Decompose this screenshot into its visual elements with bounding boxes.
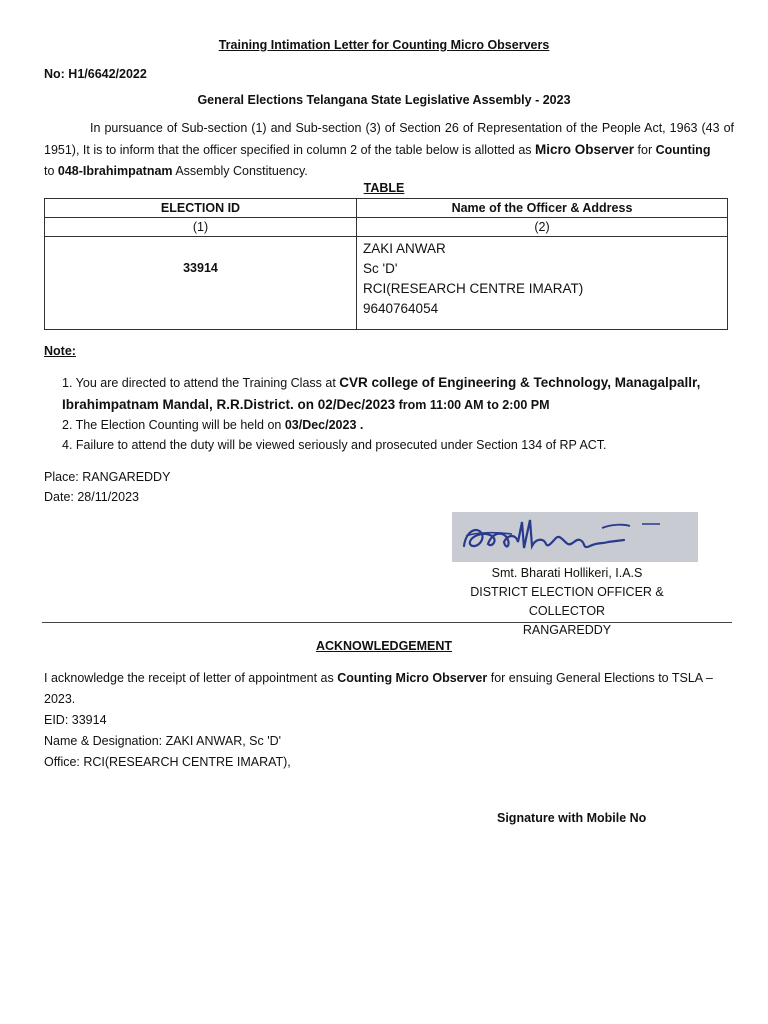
ack-eid: EID: 33914 (44, 713, 107, 727)
note-list (62, 372, 742, 456)
note-item-1: 1. You are directed to attend the Training Class at CVR college of Engineering & Technology, Managalpallr, Ibrahimpatnam Mandal, R.R.District. on 02/Dec/2023 from 11:00 AM to 2:00 PM (62, 375, 701, 412)
officer-designation: Sc 'D' (363, 261, 398, 276)
election-subtitle: General Elections Telangana State Legislative Assembly - 2023 (197, 93, 571, 107)
table-row (45, 237, 728, 330)
election-id-cell: 33914 (45, 237, 357, 330)
col-number-2: (2) (357, 218, 728, 237)
date-text: Date: 28/11/2023 (44, 490, 139, 504)
col-number-1: (1) (45, 218, 357, 237)
note-label: Note: (44, 344, 76, 358)
officer-phone: 9640764054 (363, 301, 439, 316)
note-item-4: 4. Failure to attend the duty will be viewed seriously and prosecuted under Section 134 of RP ACT. (62, 438, 607, 452)
table-header-row (45, 199, 728, 218)
signatory-name: Smt. Bharati Hollikeri, I.A.S (491, 566, 643, 580)
ack-office: Office: RCI(RESEARCH CENTRE IMARAT), (44, 755, 291, 769)
signatory-district: RANGAREDDY (522, 623, 612, 637)
table-label: TABLE (363, 181, 405, 195)
header-officer: Name of the Officer & Address (357, 199, 728, 218)
role-text: Micro Observer (535, 142, 635, 157)
place-date (44, 467, 170, 507)
signatory-designation: DISTRICT ELECTION OFFICER & COLLECTOR (470, 585, 664, 618)
column-number-row (45, 218, 728, 237)
officer-name: ZAKI ANWAR (363, 241, 446, 256)
officer-cell (357, 237, 728, 330)
ack-statement: I acknowledge the receipt of letter of appointment as Counting Micro Observer for ensuing General Elections to TSLA – 2023. (44, 671, 713, 706)
reference-number: No: H1/6642/2022 (44, 67, 147, 81)
header-election-id: ELECTION ID (45, 199, 357, 218)
signature-line-label: Signature with Mobile No (497, 811, 647, 825)
intro-paragraph: In pursuance of Sub-section (1) and Sub-section (3) of Section 26 of Representation of the People Act, 1963 (43 of 1951), It is to inform that the officer specified in column 2 of the table below is allotted as Micro Observer for Counting to 048-Ibrahimpatnam Assembly Constituency. (44, 121, 734, 178)
officer-office: RCI(RESEARCH CENTRE IMARAT) (363, 281, 584, 296)
place-text: Place: RANGAREDDY (44, 470, 171, 484)
constituency-text: 048-Ibrahimpatnam (57, 164, 173, 178)
acknowledgement-body (44, 668, 734, 773)
counting-text: Counting (655, 143, 711, 157)
letter-title: Training Intimation Letter for Counting Micro Observers (218, 38, 550, 52)
allotment-table (44, 198, 728, 330)
note-item-2: 2. The Election Counting will be held on 03/Dec/2023 . (62, 418, 364, 432)
ack-name: Name & Designation: ZAKI ANWAR, Sc 'D' (44, 734, 282, 748)
divider (42, 622, 732, 623)
signature-image (452, 512, 698, 562)
signatory-block (440, 564, 694, 640)
acknowledgement-title: ACKNOWLEDGEMENT (315, 639, 453, 653)
